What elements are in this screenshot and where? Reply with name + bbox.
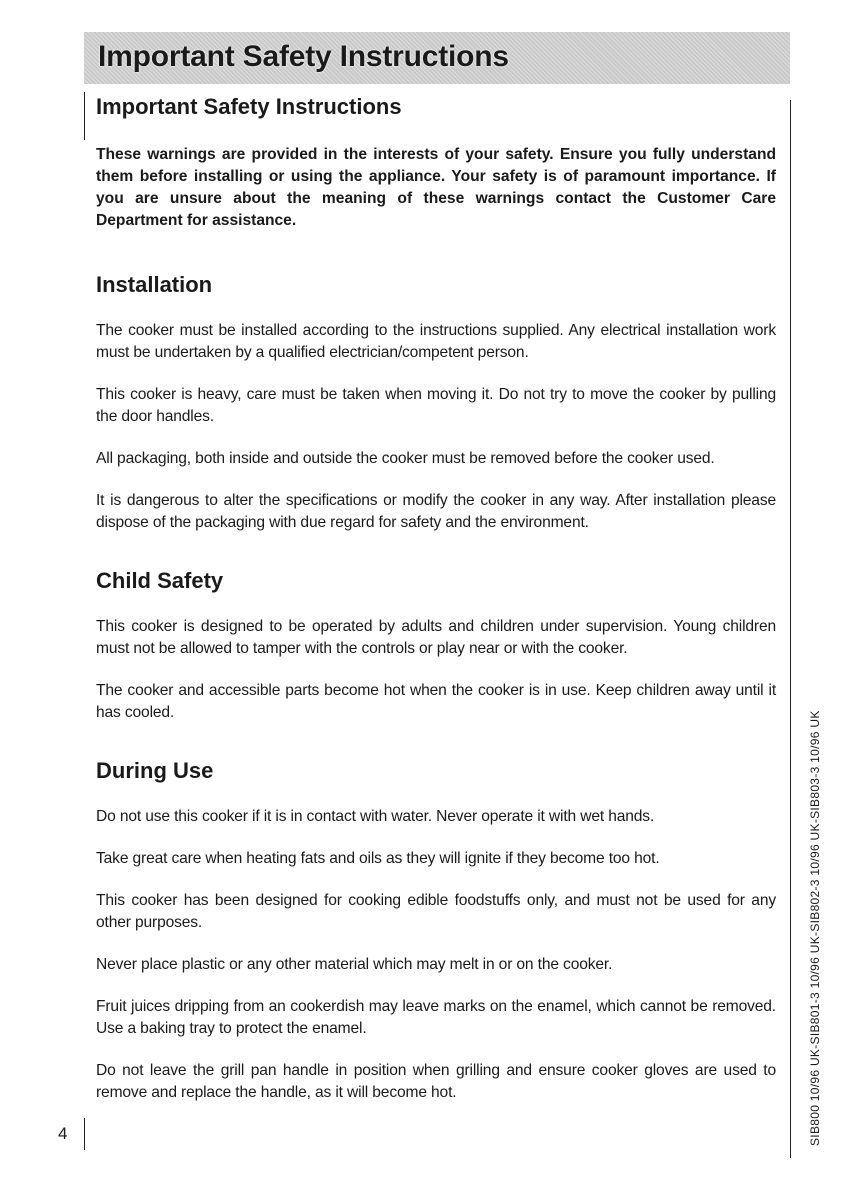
document-code-vertical: SIB800 10/96 UK-SIB801-3 10/96 UK-SIB802-3 10/96 UK-SIB803-3 10/96 UK	[808, 710, 822, 1146]
paragraph: The cooker and accessible parts become hot when the cooker is in use. Keep children away until it has cooled.	[96, 682, 776, 721]
paragraph: This cooker is designed to be operated by adults and children under supervision. Young children must not be allowed to tamper with the controls or play near or with the cooker.	[96, 618, 776, 657]
page-heading: Important Safety Instructions	[96, 94, 402, 119]
document-body	[96, 94, 776, 1138]
right-margin-rule	[790, 100, 791, 1158]
paragraph: This cooker is heavy, care must be taken when moving it. Do not try to move the cooker by pulling the door handles.	[96, 386, 776, 425]
section-heading: Installation	[96, 272, 213, 297]
section-heading: During Use	[96, 758, 214, 783]
page-number: 4	[58, 1124, 68, 1143]
paragraph: Do not leave the grill pan handle in position when grilling and ensure cooker gloves are used to remove and replace the handle, as it will become hot.	[96, 1062, 776, 1101]
paragraph: Never place plastic or any other material which may melt in or on the cooker.	[96, 956, 613, 973]
paragraph: It is dangerous to alter the specifications or modify the cooker in any way. After installation please dispose of the packaging with due regard for safety and the environment.	[96, 492, 776, 531]
section-installation	[96, 272, 776, 534]
paragraph: Fruit juices dripping from an cookerdish may leave marks on the enamel, which cannot be removed. Use a baking tray to protect the enamel.	[96, 998, 776, 1037]
banner-title: Important Safety Instructions	[98, 40, 509, 73]
page-number-rule	[84, 1118, 85, 1150]
paragraph: The cooker must be installed according to the instructions supplied. Any electrical installation work must be undertaken by a qualified electrician/competent person.	[96, 322, 776, 361]
section-child-safety	[96, 568, 776, 724]
section-during-use	[96, 758, 776, 1104]
title-banner	[84, 32, 790, 84]
section-heading: Child Safety	[96, 568, 224, 593]
paragraph: All packaging, both inside and outside the cooker must be removed before the cooker used.	[96, 450, 715, 467]
left-margin-rule	[84, 92, 85, 140]
paragraph: This cooker has been designed for cooking edible foodstuffs only, and must not be used for any other purposes.	[96, 892, 776, 931]
intro-warning-text: These warnings are provided in the interests of your safety. Ensure you fully understand them before installing or using the appliance. Your safety is of paramount importance. If you are unsure about the meaning of these warnings contact the Customer Care Department for assistance.	[96, 146, 776, 229]
paragraph: Take great care when heating fats and oils as they will ignite if they become too hot.	[96, 850, 660, 867]
paragraph: Do not use this cooker if it is in contact with water. Never operate it with wet hands.	[96, 808, 655, 825]
